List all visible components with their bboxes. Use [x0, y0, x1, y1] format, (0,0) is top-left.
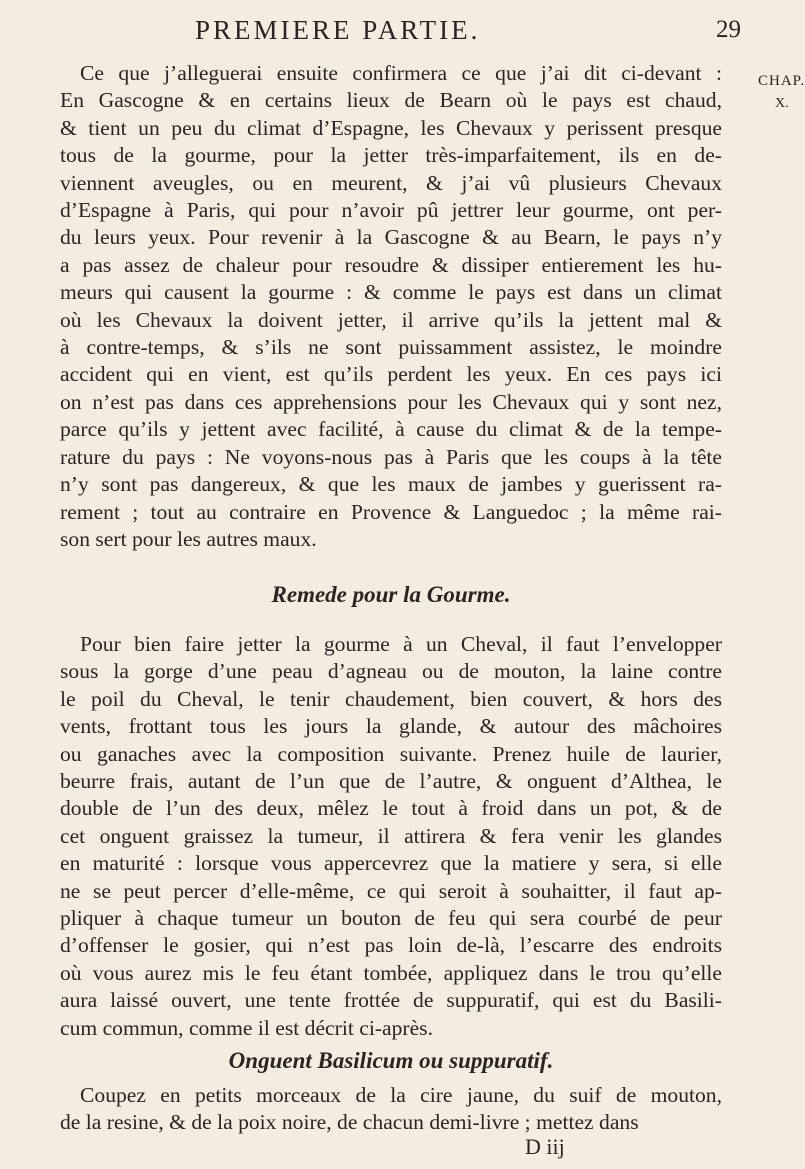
text-line: & tient un peu du climat d’Espagne, les Chevaux y perissent presque: [60, 115, 722, 140]
text-line: où vous aurez mis le feu étant tombée, appliquez dans le trou qu’elle: [60, 960, 722, 985]
text-line: En Gascogne & en certains lieux de Bearn où le pays est chaud,: [60, 88, 722, 113]
text-line: en maturité : lorsque vous appercevrez que la matiere y sera, si elle: [60, 851, 722, 876]
paragraph-2: [60, 631, 722, 1042]
text-line: cet onguent graissez la tumeur, il attirera & fera venir les glandes: [60, 823, 722, 848]
text-line: à contre-temps, & s’ils ne sont puissamment assistez, le moindre: [60, 335, 722, 360]
text-line: son sert pour les autres maux.: [60, 526, 317, 551]
section-heading-remede: Remede pour la Gourme.: [271, 582, 511, 607]
running-head: PREMIERE PARTIE.: [195, 15, 481, 45]
text-line: du leurs yeux. Pour revenir à la Gascogne & au Bearn, le pays n’y: [60, 225, 722, 250]
page-number: 29: [716, 16, 741, 43]
text-line: tous de la gourme, pour la jetter très-imparfaitement, ils en de-: [60, 143, 722, 168]
text-line: double de l’un des deux, mêlez le tout à froid dans un pot, & de: [60, 796, 722, 821]
text-line: a pas assez de chaleur pour resoudre & dissiper entierement les hu-: [60, 252, 722, 277]
text-line: viennent aveugles, ou en meurent, & j’ai vû plusieurs Chevaux: [60, 170, 722, 195]
margin-chapter-number: X.: [775, 96, 789, 111]
text-line: rement ; tout au contraire en Provence & Languedoc ; la même rai-: [60, 499, 722, 524]
text-line: Pour bien faire jetter la gourme à un Cheval, il faut l’envelopper: [80, 632, 722, 656]
text-line: beurre frais, autant de l’un que de l’autre, & onguent d’Althea, le: [60, 769, 722, 794]
text-line: de la resine, & de la poix noire, de chacun demi-livre ; mettez dans: [60, 1110, 639, 1135]
text-line: ou ganaches avec la composition suivante. Prenez huile de laurier,: [60, 741, 722, 766]
section-heading-onguent: Onguent Basilicum ou suppuratif.: [228, 1048, 554, 1073]
text-line: pliquer à chaque tumeur un bouton de feu qui sera courbé de peur: [60, 906, 722, 931]
margin-chapter-label: CHAP.: [758, 73, 805, 89]
text-line: parce qu’ils y jettent avec facilité, à cause du climat & de la tempe-: [60, 417, 722, 442]
text-line: n’y sont pas dangereux, & que les maux de jambes y guerissent ra-: [60, 472, 722, 497]
text-line: aura laissé ouvert, une tente frottée de suppuratif, qui est du Basili-: [60, 988, 722, 1013]
text-line: rature du pays : Ne voyons-nous pas à Paris que les coups à la tête: [60, 444, 722, 469]
text-line: Coupez en petits morceaux de la cire jaune, du suif de mouton,: [80, 1083, 722, 1107]
text-line: meurs qui causent la gourme : & comme le pays est dans un climat: [60, 280, 722, 305]
text-line: cum commun, comme il est décrit ci-après.: [60, 1015, 433, 1040]
signature-mark: D iij: [525, 1134, 565, 1159]
text-line: d’offenser le gosier, qui n’est pas loin de-là, l’escarre des endroits: [60, 933, 722, 958]
text-line: Ce que j’alleguerai ensuite confirmera ce que j’ai dit ci-devant :: [80, 61, 722, 85]
text-line: sous la gorge d’une peau d’agneau ou de mouton, la laine contre: [60, 659, 722, 684]
text-line: on n’est pas dans ces apprehensions pour les Chevaux qui y sont nez,: [60, 389, 722, 414]
text-line: où les Chevaux la doivent jetter, il arrive qu’ils la jettent mal &: [60, 307, 722, 332]
text-line: le poil du Cheval, le tenir chaudement, bien couvert, & hors des: [60, 686, 722, 711]
text-line: vents, frottant tous les jours la glande, & autour des mâchoires: [60, 714, 722, 739]
text-line: ne se peut percer d’elle-même, ce qui seroit à souhaitter, il faut ap-: [60, 878, 722, 903]
paragraph-3: [60, 1082, 722, 1137]
text-line: accident qui en vient, est qu’ils perdent les yeux. En ces pays ici: [60, 362, 722, 387]
paragraph-1: [60, 60, 722, 553]
text-line: d’Espagne à Paris, qui pour n’avoir pû jettrer leur gourme, ont per-: [60, 198, 722, 223]
